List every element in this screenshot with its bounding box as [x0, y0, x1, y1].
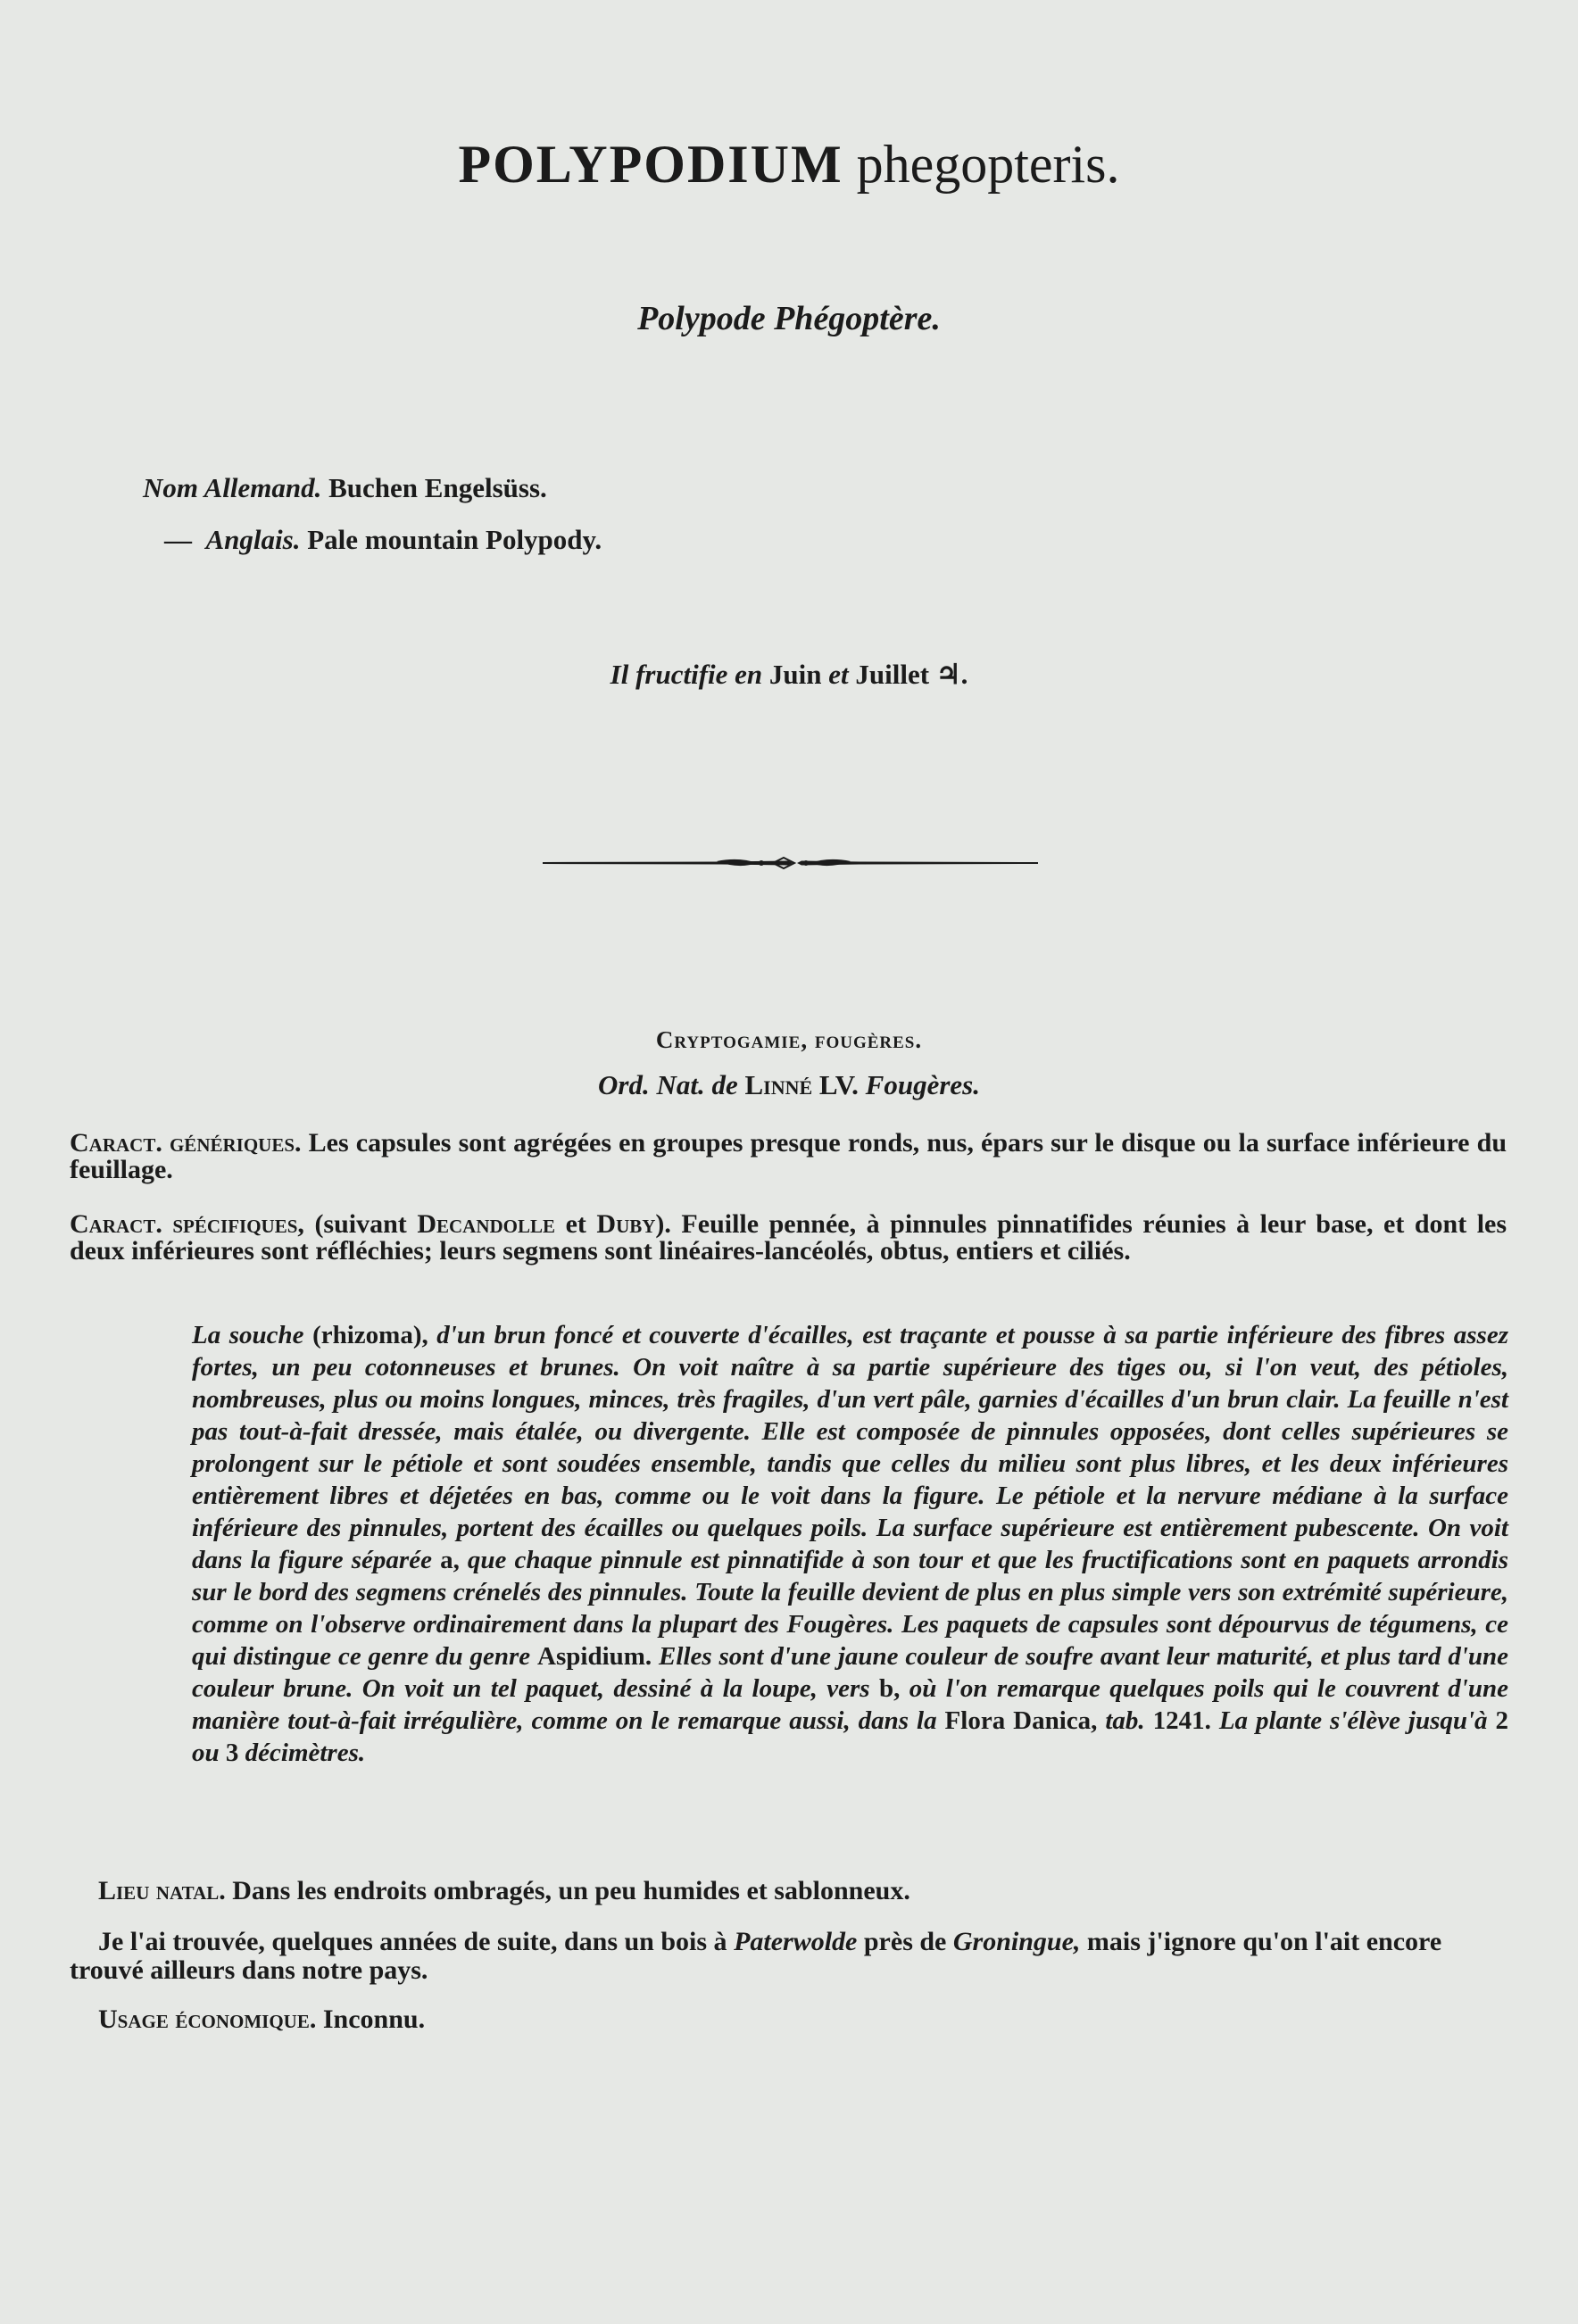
usage-text: Inconnu.	[322, 2004, 426, 2034]
place-paterwolde: Paterwolde	[734, 1927, 858, 1956]
fruct-month-1: Juin	[768, 659, 822, 690]
descr-figure-ref-a: a,	[440, 1546, 460, 1574]
fruct-text-1: Il fructifie	[610, 659, 728, 690]
descr-figure-ref-b: b,	[878, 1674, 901, 1703]
place-groningue: Groningue,	[952, 1927, 1081, 1956]
specific-label: Caract. spécifiques,	[70, 1209, 304, 1239]
specific-text-1: (suivant	[314, 1209, 407, 1239]
descr-part: La plante s'élève jusqu'à	[1218, 1706, 1488, 1735]
locality-text-1: Je l'ai trouvée, quelques années de suite, dans un bois à	[98, 1927, 727, 1956]
specific-text-2: ). Feuille pennée, à pinnules pinnatifides réunies à leur base, et dont les deux inférieures sont réfléchies; leurs segmens sont linéaires-lancéolés, obtus, entiers et ciliés.	[70, 1209, 1507, 1266]
fruct-text-2: en	[735, 659, 763, 690]
ditto-dash: —	[164, 524, 192, 555]
german-name-line	[143, 462, 602, 514]
descr-tab-number: 1241.	[1152, 1706, 1211, 1735]
title-species: phegopteris.	[856, 135, 1120, 194]
english-label: Anglais.	[205, 524, 301, 555]
locality-text-2: près de	[863, 1927, 947, 1956]
author-linne: Linné	[744, 1069, 813, 1100]
descr-part: Elles sont d'une jaune couleur de soufre avant leur maturité, et plus tard d'une couleur brune. On voit un tel paquet, dessiné à la loupe, vers	[192, 1642, 1509, 1703]
generic-characters	[70, 1130, 1507, 1183]
english-name: Pale mountain Polypody.	[307, 524, 602, 555]
order-number: LV.	[818, 1069, 859, 1100]
descr-part: que chaque pinnule est pinnatifide à son tour et que les fructifications sont en paquets arrondis sur le bord des segmens crénelés des pinnules. Toute la feuille devient de plus en plus simple vers son extrémité supérieure, comme on l'observe ordinairement dans la plupart des Fougères. Les paquets de capsules sont dépourvus de tégumens, ce qui distingue ce genre du genre	[192, 1546, 1509, 1671]
page-title	[0, 134, 1578, 195]
habitat-line	[98, 1876, 910, 1906]
descr-part: d'un brun foncé et couverte d'écailles, est traçante et pousse à sa partie inférieure des fibres assez fortes, un peu cotonneuses et brunes. On voit naître à sa partie supérieure des tiges ou, si l'on veut, des pétioles, nombreuses, plus ou moins longues, minces, très fragiles, d'un vert pâle, garnies d'écailles d'un brun clair. La feuille n'est pas tout-à-fait dressée, mais étalée, ou divergente. Elle est composée de pinnules opposées, dont celles supérieures se prolongent sur le pétiole et sont soudées ensemble, tandis que celles du milieu sont plus libres, et les deux inférieures entièrement libres et déjetées en bas, comme ou le voit dans la figure. Le pétiole et la nervure médiane à la surface inférieure des pinnules, portent des écailles ou quelques poils. La surface supérieure est entièrement pubescente. On voit dans la figure séparée	[192, 1321, 1508, 1574]
vernacular-names	[143, 462, 602, 566]
classification-order	[0, 1069, 1578, 1101]
fructification-line	[0, 659, 1578, 691]
locality-text-3: mais j'ignore qu'on l'ait encore trouvé ailleurs dans notre pays.	[70, 1927, 1442, 1985]
fruct-text-3: et	[828, 659, 849, 690]
descr-part: où l'on remarque quelques poils qui le couvrent d'une manière tout-à-fait irrégulière, comme on le remarque aussi, dans la	[192, 1674, 1508, 1735]
habitat-label: Lieu natal.	[98, 1876, 226, 1905]
classification-class: Cryptogamie, fougères.	[655, 1026, 923, 1053]
description-paragraph	[192, 1319, 1508, 1769]
common-name: Polypode Phégoptère.	[637, 300, 941, 337]
descr-flora-danica: Flora Danica,	[944, 1706, 1098, 1735]
usage-line	[98, 2004, 425, 2035]
specific-and: et	[565, 1209, 586, 1239]
descr-part: décimètres.	[245, 1739, 366, 1767]
generic-text: Les capsules sont agrégées en groupes presque ronds, nus, épars sur le disque ou la surface inférieure du feuillage.	[70, 1128, 1507, 1184]
generic-label: Caract. génériques.	[70, 1128, 302, 1158]
order-label: Ord. Nat. de	[598, 1069, 738, 1100]
english-name-line	[143, 514, 602, 566]
descr-tab-label: tab.	[1105, 1706, 1145, 1735]
family-name: Fougères.	[865, 1069, 980, 1100]
descr-part: La souche	[192, 1321, 304, 1349]
descr-part: (rhizoma),	[312, 1321, 428, 1349]
usage-label: Usage économique.	[98, 2004, 317, 2034]
descr-genus-aspidium: Aspidium.	[537, 1642, 652, 1671]
descr-part: ou	[192, 1739, 220, 1767]
author-duby: Duby	[596, 1209, 656, 1239]
german-label: Nom Allemand.	[143, 472, 322, 503]
descr-number: 3	[225, 1739, 239, 1767]
habitat-text: Dans les endroits ombragés, un peu humides et sablonneux.	[232, 1876, 910, 1905]
locality-paragraph	[70, 1928, 1511, 1985]
specific-characters	[70, 1211, 1507, 1265]
author-decandolle: Decandolle	[417, 1209, 556, 1239]
ornamental-rule	[543, 850, 1038, 876]
title-genus: POLYPODIUM	[458, 135, 843, 194]
german-name: Buchen Engelsüss.	[328, 472, 547, 503]
descr-number: 2	[1495, 1706, 1509, 1735]
fruct-month-2: Juillet ♃.	[855, 659, 968, 690]
